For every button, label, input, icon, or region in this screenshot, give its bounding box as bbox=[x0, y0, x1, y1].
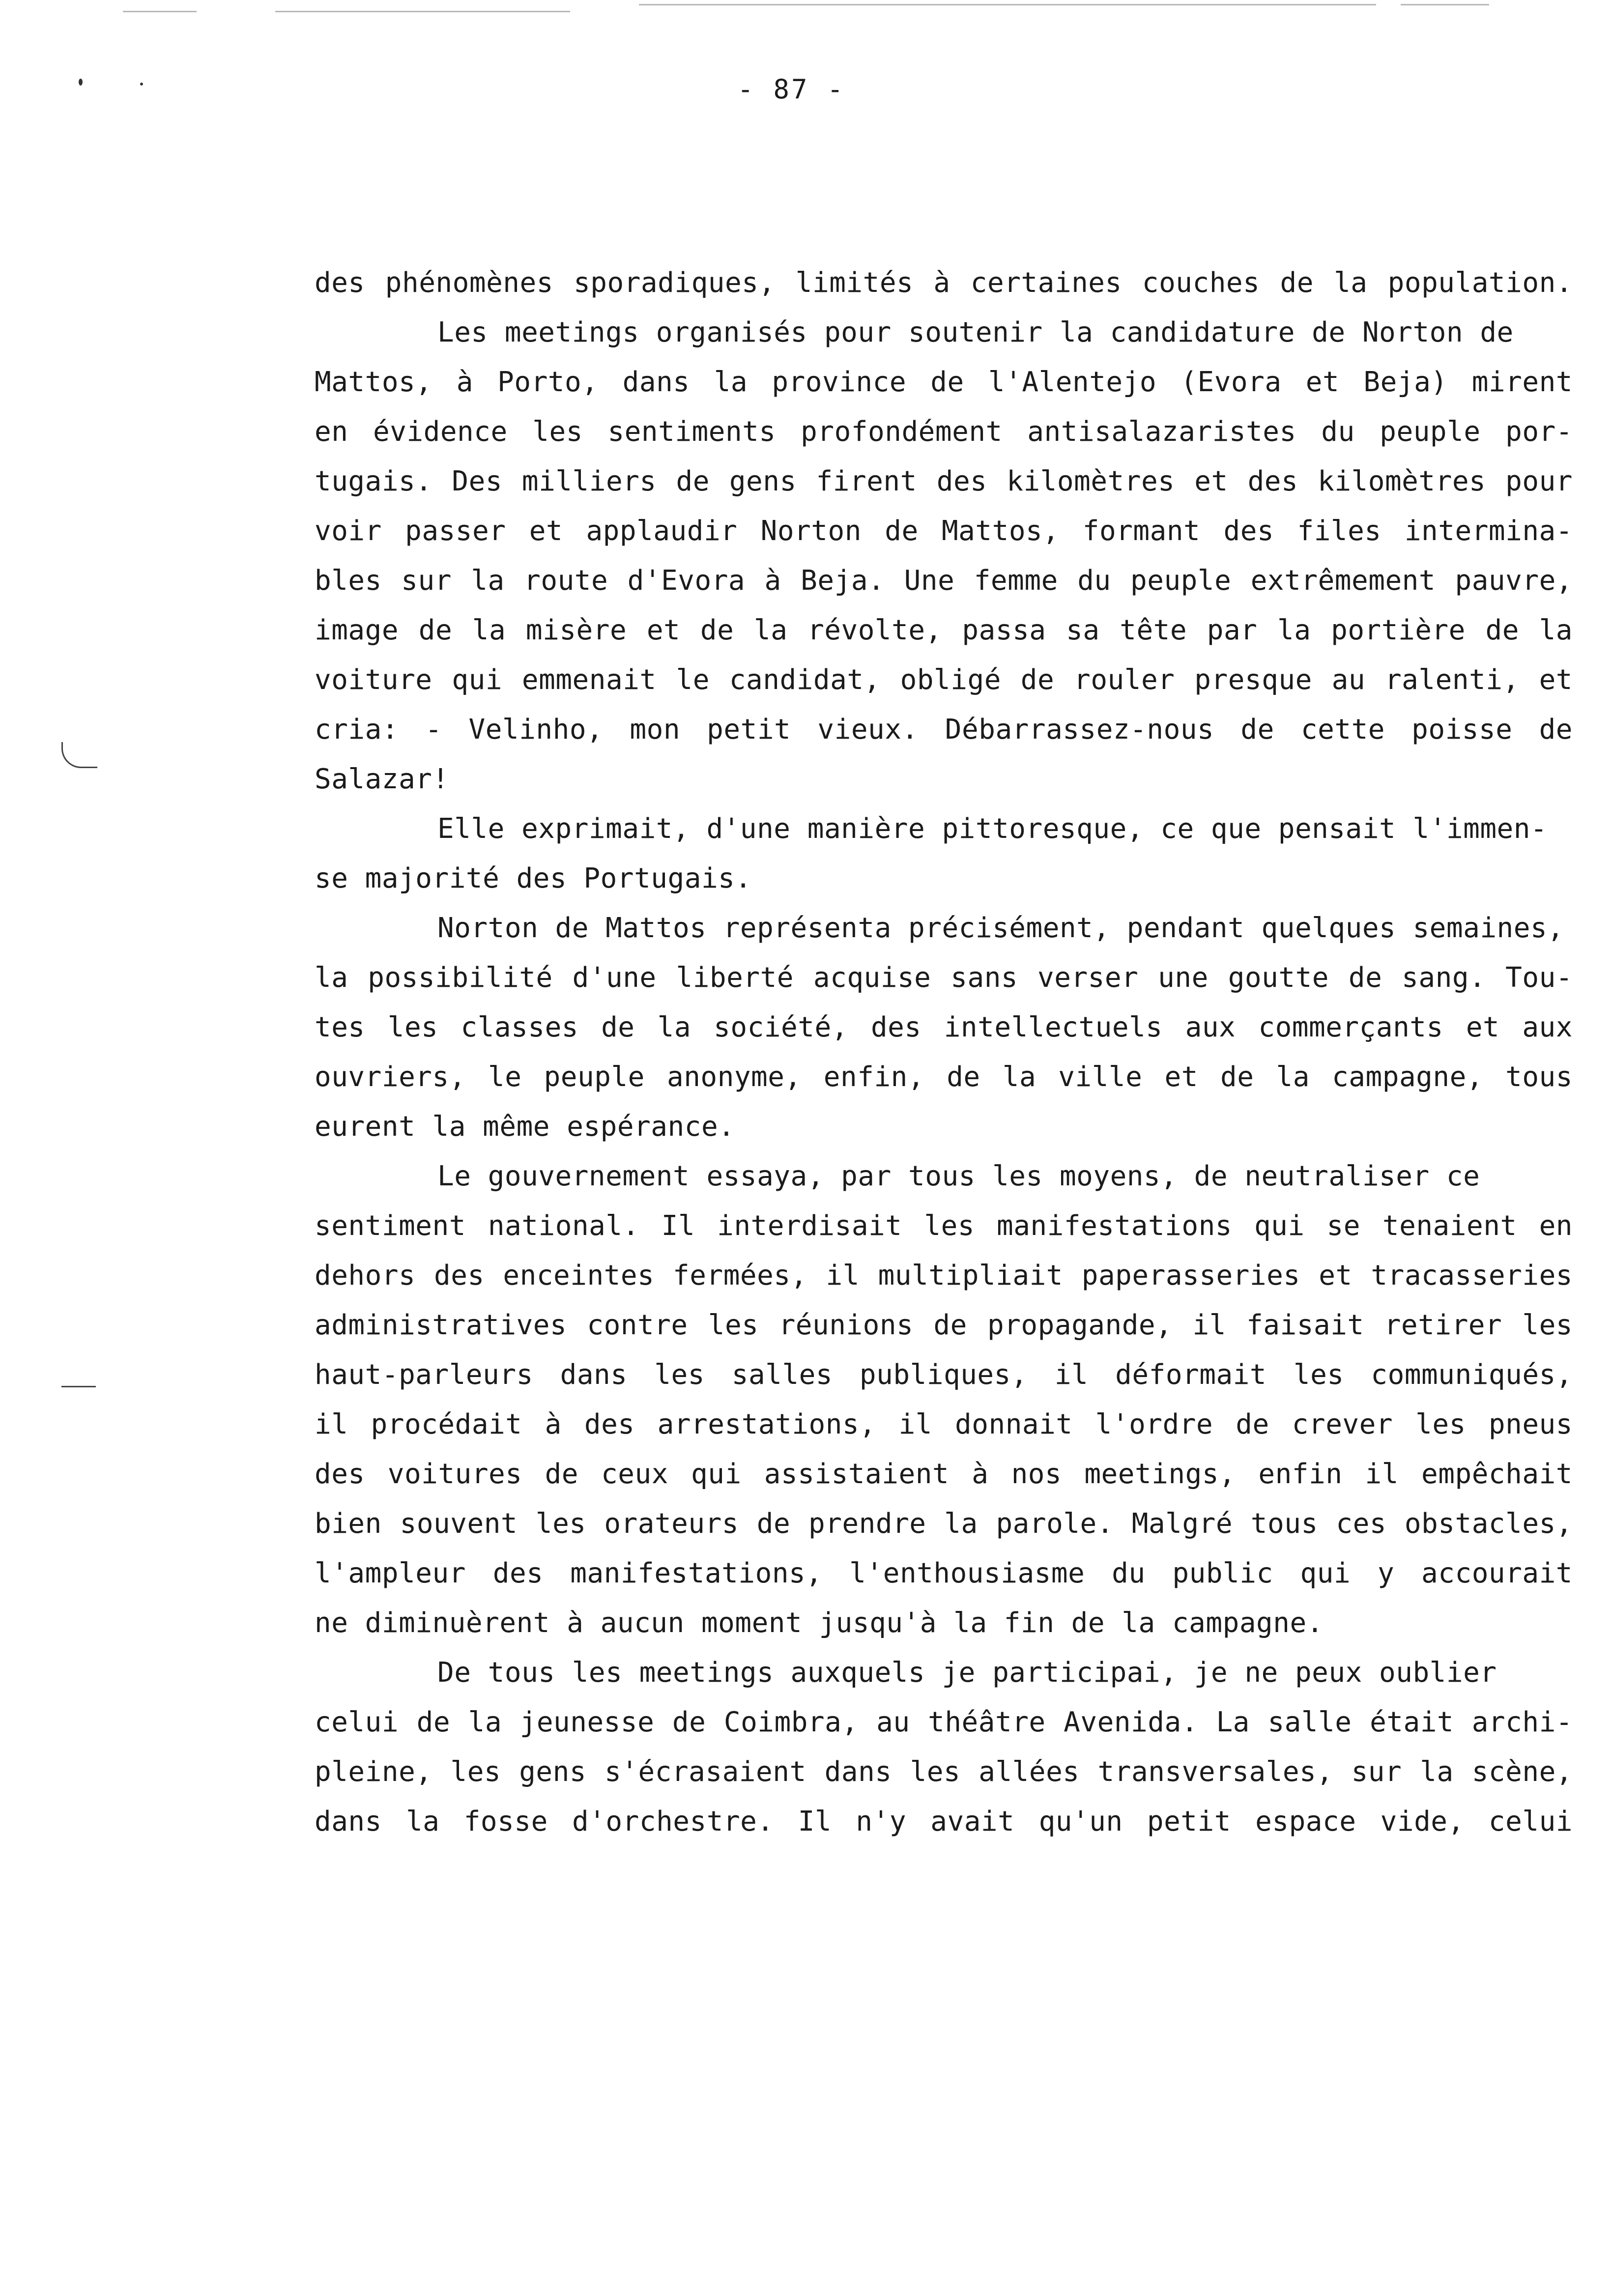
text-line: bles sur la route d'Evora à Beja. Une femme du peuple extrêmement pauvre, bbox=[315, 565, 1573, 597]
text-line: administratives contre les réunions de propagande, il faisait retirer les bbox=[315, 1309, 1573, 1341]
scan-speck bbox=[79, 79, 83, 86]
paragraph-end-line: se majorité des Portugais. bbox=[315, 862, 752, 894]
text-line: image de la misère et de la révolte, passa sa tête par la portière de la bbox=[315, 614, 1573, 646]
paragraph-start-line: Le gouvernement essaya, par tous les moyens, de neutraliser ce bbox=[437, 1160, 1480, 1192]
text-line: sentiment national. Il interdisait les manifestations qui se tenaient en bbox=[315, 1210, 1573, 1242]
text-line: des phénomènes sporadiques, limités à certaines couches de la population. bbox=[315, 267, 1573, 299]
text-line: voiture qui emmenait le candidat, obligé de rouler presque au ralenti, et bbox=[315, 664, 1573, 696]
scan-rule bbox=[123, 11, 197, 12]
paragraph-end-line: Salazar! bbox=[315, 763, 449, 795]
margin-mark bbox=[61, 1371, 96, 1387]
page-number: - 87 - bbox=[737, 74, 845, 105]
text-line: dehors des enceintes fermées, il multipliait paperasseries et tracasseries bbox=[315, 1260, 1573, 1292]
text-line: ouvriers, le peuple anonyme, enfin, de la ville et de la campagne, tous bbox=[315, 1061, 1573, 1093]
scan-speck bbox=[140, 83, 143, 86]
paragraph-start-line: Elle exprimait, d'une manière pittoresque, ce que pensait l'immen- bbox=[437, 813, 1548, 845]
text-line: en évidence les sentiments profondément antisalazaristes du peuple por- bbox=[315, 416, 1573, 448]
text-line: Mattos, à Porto, dans la province de l'Alentejo (Evora et Beja) mirent bbox=[315, 366, 1573, 398]
text-line: cria: - Velinho, mon petit vieux. Débarrassez-nous de cette poisse de bbox=[315, 714, 1573, 746]
text-line: il procédait à des arrestations, il donnait l'ordre de crever les pneus bbox=[315, 1408, 1573, 1440]
text-line: haut-parleurs dans les salles publiques, il déformait les communiqués, bbox=[315, 1359, 1573, 1391]
paragraph-start-line: Norton de Mattos représenta précisément, pendant quelques semaines, bbox=[437, 912, 1564, 944]
scan-rule bbox=[639, 4, 1376, 5]
paragraph-end-line: eurent la même espérance. bbox=[315, 1111, 735, 1143]
text-line: tes les classes de la société, des intellectuels aux commerçants et aux bbox=[315, 1011, 1573, 1043]
scan-rule bbox=[275, 11, 570, 12]
body-text bbox=[315, 258, 1573, 1846]
scan-rule bbox=[1401, 4, 1489, 5]
paragraph-start-line: De tous les meetings auxquels je participai, je ne peux oublier bbox=[437, 1657, 1497, 1689]
paragraph-end-line: ne diminuèrent à aucun moment jusqu'à la fin de la campagne. bbox=[315, 1607, 1324, 1639]
text-line: celui de la jeunesse de Coimbra, au théâtre Avenida. La salle était archi- bbox=[315, 1706, 1573, 1738]
text-line: des voitures de ceux qui assistaient à nos meetings, enfin il empêchait bbox=[315, 1458, 1573, 1490]
text-line: l'ampleur des manifestations, l'enthousiasme du public qui y accourait bbox=[315, 1557, 1573, 1589]
margin-mark bbox=[61, 742, 97, 768]
text-line: tugais. Des milliers de gens firent des kilomètres et des kilomètres pour bbox=[315, 465, 1573, 497]
text-line: pleine, les gens s'écrasaient dans les allées transversales, sur la scène, bbox=[315, 1756, 1573, 1788]
text-line: bien souvent les orateurs de prendre la parole. Malgré tous ces obstacles, bbox=[315, 1508, 1573, 1540]
text-line: dans la fosse d'orchestre. Il n'y avait qu'un petit espace vide, celui bbox=[315, 1806, 1573, 1837]
paragraph-start-line: Les meetings organisés pour soutenir la candidature de Norton de bbox=[437, 316, 1514, 348]
text-line: la possibilité d'une liberté acquise sans verser une goutte de sang. Tou- bbox=[315, 962, 1573, 994]
text-line: voir passer et applaudir Norton de Mattos, formant des files intermina- bbox=[315, 515, 1573, 547]
